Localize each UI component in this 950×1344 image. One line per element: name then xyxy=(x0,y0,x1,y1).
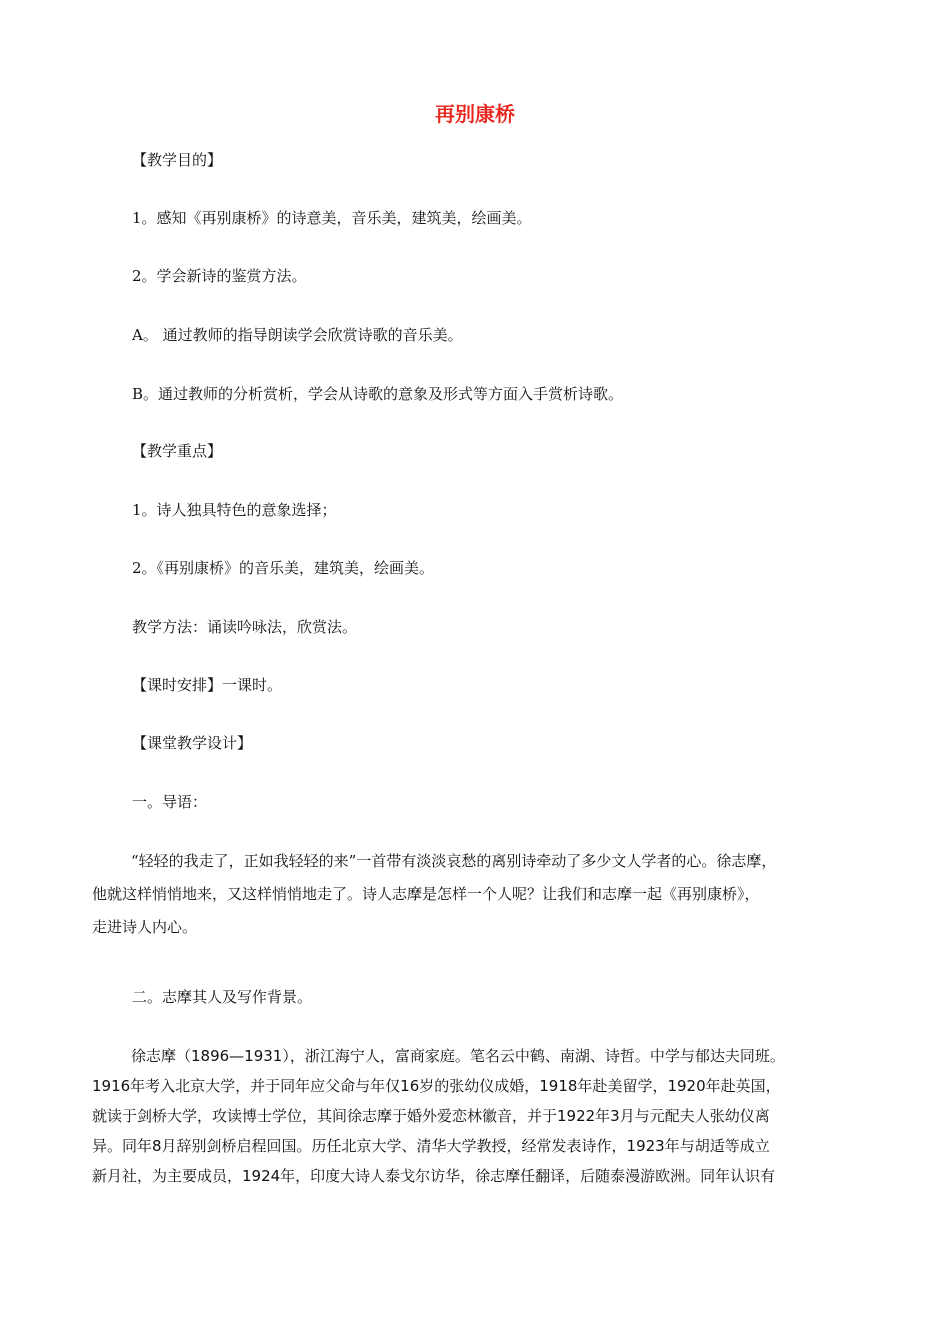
bio-line: 1916年考入北京大学，并于同年应父命与年仅16岁的张幼仪成婚，1918年赴美留学，1920年赴英国， xyxy=(92,1077,781,1095)
teaching-method: 教学方法：诵读吟咏法，欣赏法。 xyxy=(132,618,358,636)
intro-line: 他就这样悄悄地来，又这样悄悄地走了。诗人志摩是怎样一个人呢？让我们和志摩一起《再别康桥》， xyxy=(92,885,760,903)
focus-item-1: 1。诗人独具特色的意象选择； xyxy=(132,501,337,519)
bio-paragraph xyxy=(92,1046,860,1196)
intro-line: “轻轻的我走了，正如我轻轻的来”一首带有淡淡哀愁的离别诗牵动了多少文人学者的心。徐志摩， xyxy=(131,852,777,870)
goal-item-b: B。通过教师的分析赏析，学会从诗歌的意象及形式等方面入手赏析诗歌。 xyxy=(132,385,624,403)
bio-line: 新月社，为主要成员，1924年，印度大诗人泰戈尔访华，徐志摩任翻译，后随泰漫游欧洲。同年认识有 xyxy=(92,1167,776,1185)
bio-line: 就读于剑桥大学，攻读博士学位，其间徐志摩于婚外爱恋林徽音，并于1922年3月与元配夫人张幼仪离 xyxy=(92,1107,770,1125)
goal-item-1: 1。感知《再别康桥》的诗意美，音乐美，建筑美，绘画美。 xyxy=(132,209,532,227)
heading-teaching-goals: 【教学目的】 xyxy=(132,151,223,169)
goal-item-2: 2。学会新诗的鉴赏方法。 xyxy=(132,267,307,285)
intro-paragraph xyxy=(92,851,860,950)
document-title: 再别康桥 xyxy=(435,102,515,126)
bio-line: 徐志摩（1896—1931），浙江海宁人，富商家庭。笔名云中鹤、南湖、诗哲。中学与郁达夫同班。 xyxy=(131,1047,785,1065)
focus-item-2: 2。《再别康桥》的音乐美，建筑美，绘画美。 xyxy=(132,559,435,577)
intro-line: 走进诗人内心。 xyxy=(92,918,198,936)
bio-line: 异。同年8月辞别剑桥启程回国。历任北京大学、清华大学教授，经常发表诗作，1923年与胡适等成立 xyxy=(92,1137,770,1155)
section-two-heading: 二。志摩其人及写作背景。 xyxy=(132,988,313,1006)
heading-class-design: 【课堂教学设计】 xyxy=(132,734,253,752)
heading-teaching-focus: 【教学重点】 xyxy=(132,442,223,460)
section-one-heading: 一。导语： xyxy=(132,793,208,811)
class-hours: 【课时安排】一课时。 xyxy=(132,676,283,694)
goal-item-a: A。 通过教师的指导朗读学会欣赏诗歌的音乐美。 xyxy=(132,326,463,344)
